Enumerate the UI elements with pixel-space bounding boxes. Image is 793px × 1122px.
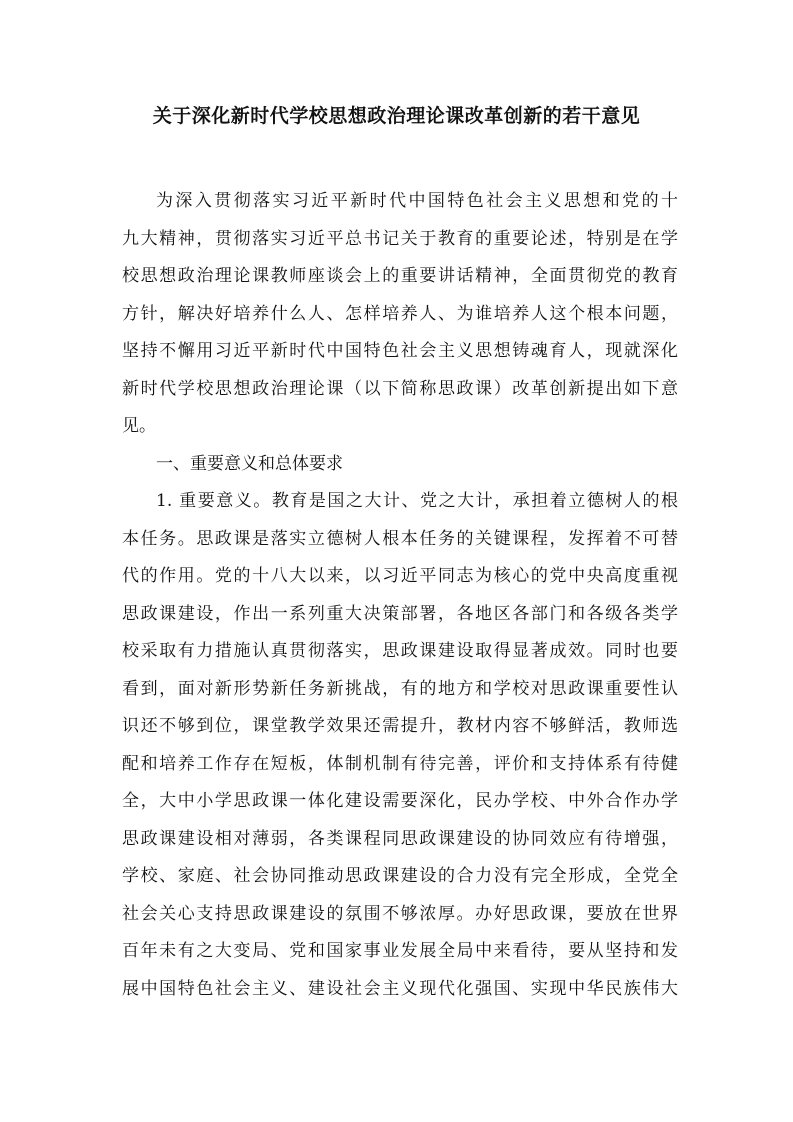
paragraph-line: 代的作用。党的十八大以来，以习近平同志为核心的党中央高度重视 — [122, 566, 678, 586]
paragraph-line: 方针，解决好培养什么人、怎样培养人、为谁培养人这个根本问题， — [122, 303, 678, 324]
paragraph-line: 见。 — [122, 416, 156, 436]
paragraph-line: 看到，面对新形势新任务新挑战，有的地方和学校对思政课重要性认 — [122, 678, 678, 699]
document-title: 关于深化新时代学校思想政治理论课改革创新的若干意见 — [152, 105, 641, 127]
paragraph-line: 九大精神，贯彻落实习近平总书记关于教育的重要论述，特别是在学 — [122, 228, 678, 249]
section-heading: 一、重要意义和总体要求 — [156, 453, 343, 474]
paragraph-line: 配和培养工作存在短板，体制机制有待完善，评价和支持体系有待健 — [122, 753, 678, 774]
paragraph-line: 校思想政治理论课教师座谈会上的重要讲话精神，全面贯彻党的教育 — [122, 266, 678, 286]
paragraph-line: 社会关心支持思政课建设的氛围不够浓厚。办好思政课，要放在世界 — [122, 903, 678, 924]
paragraph-line: 校采取有力措施认真贯彻落实，思政课建设取得显著成效。同时也要 — [122, 641, 678, 661]
paragraph-line: 思政课建设，作出一系列重大决策部署，各地区各部门和各级各类学 — [122, 603, 678, 624]
paragraph-line: 坚持不懈用习近平新时代中国特色社会主义思想铸魂育人，现就深化 — [122, 341, 678, 361]
paragraph-line: 本任务。思政课是落实立德树人根本任务的关键课程，发挥着不可替 — [122, 528, 678, 549]
paragraph-line: 全，大中小学思政课一体化建设需要深化，民办学校、中外合作办学 — [122, 791, 678, 811]
paragraph-line: 学校、家庭、社会协同推动思政课建设的合力没有完全形成，全党全 — [122, 866, 678, 886]
paragraph-line: 展中国特色社会主义、建设社会主义现代化强国、实现中华民族伟大 — [122, 978, 678, 999]
paragraph-line: 识还不够到位，课堂教学效果还需提升，教材内容不够鲜活，教师选 — [122, 716, 678, 736]
paragraph-line: 思政课建设相对薄弱，各类课程同思政课建设的协同效应有待增强， — [122, 828, 678, 849]
paragraph-line: 为深入贯彻落实习近平新时代中国特色社会主义思想和党的十 — [156, 191, 678, 211]
paragraph-line: 百年未有之大变局、党和国家事业发展全局中来看待，要从坚持和发 — [122, 941, 678, 961]
paragraph-line: 1. 重要意义。教育是国之大计、党之大计，承担着立德树人的根 — [156, 491, 678, 511]
paragraph-line: 新时代学校思想政治理论课（以下简称思政课）改革创新提出如下意 — [122, 378, 678, 399]
document-body — [122, 183, 678, 1008]
